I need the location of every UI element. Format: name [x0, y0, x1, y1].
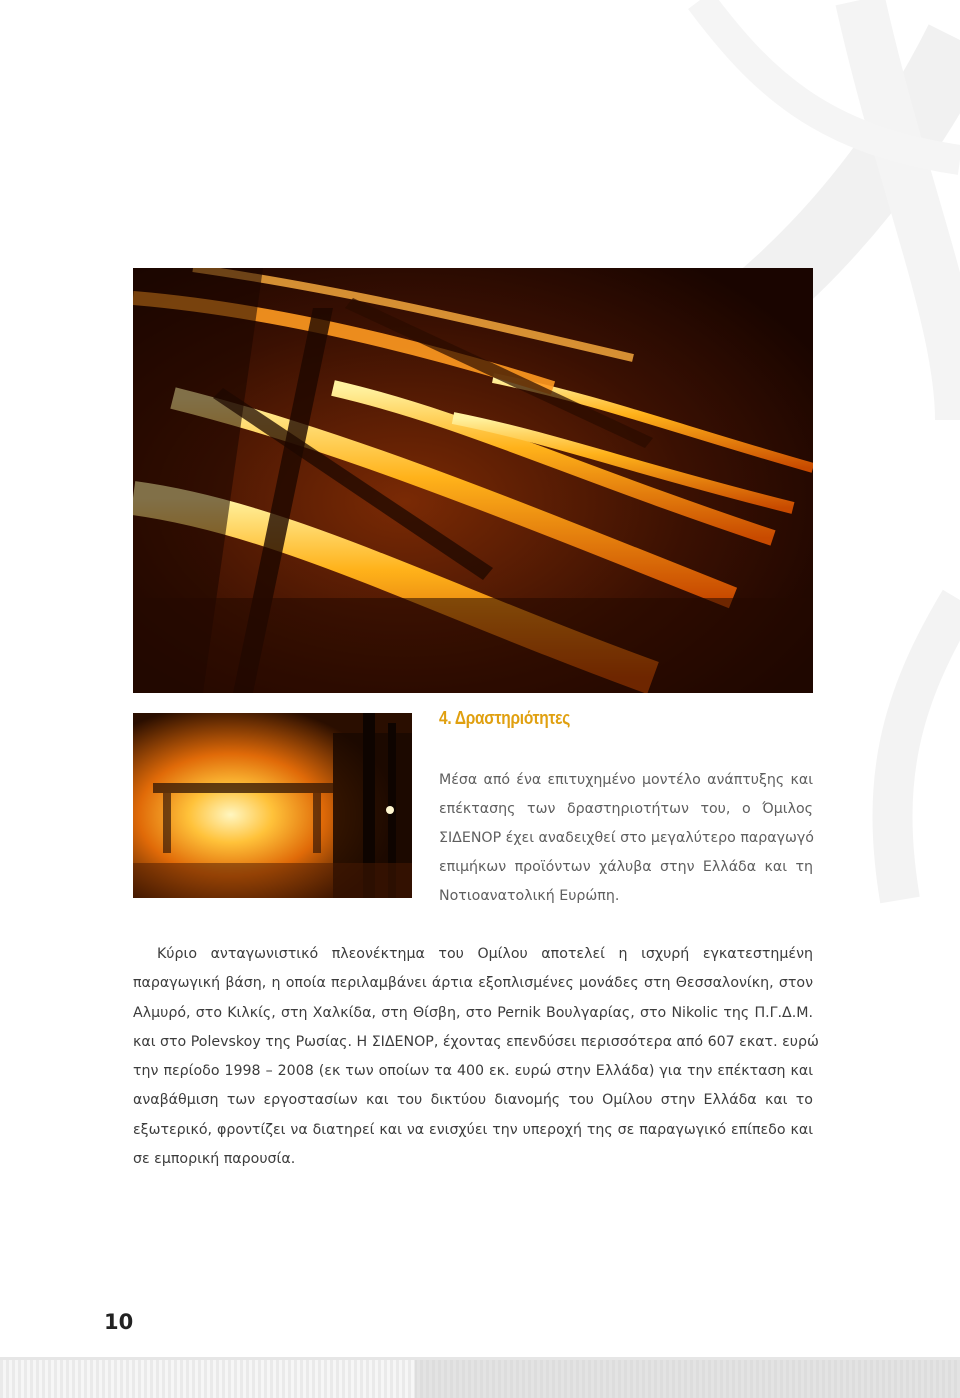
page-number: 10	[104, 1310, 134, 1334]
body-line: εξωτερικό, φροντίζει να διατηρεί και να ενισχύει την υπεροχή της σε παραγωγικό επίπεδο και	[133, 1121, 813, 1138]
intro-line: επιμήκων προϊόντων χάλυβα στην Ελλάδα και τη	[439, 859, 813, 875]
body-line: Αλμυρό, στο Κιλκίς, στη Χαλκίδα, στη Θίσβη, στο Pernik Βουλγαρίας, στο Nikolic της Π.Γ.Δ.Μ.	[133, 1004, 813, 1021]
section-title: 4. Δραστηριότητες	[439, 708, 571, 728]
body-line: αναβάθμιση των εργοστασίων και του δικτύου διανομής του Ομίλου στην Ελλάδα και το	[133, 1092, 813, 1109]
intro-line: Νοτιοανατολική Ευρώπη.	[439, 888, 620, 904]
body-line: παραγωγική βάση, η οποία περιλαμβάνει άρτια εξοπλισμένες μονάδες στη Θεσσαλονίκη, στον	[133, 975, 813, 992]
intro-line: επέκτασης των δραστηριοτήτων του, ο Όμιλος	[439, 801, 813, 817]
body-line: σε εμπορική παρουσία.	[133, 1151, 296, 1168]
hot-steel-billets-photo	[133, 268, 813, 693]
intro-line: Μέσα από ένα επιτυχημένο μοντέλο ανάπτυξης και	[439, 772, 813, 788]
intro-paragraph	[439, 766, 813, 911]
furnace-glow-photo	[133, 713, 412, 898]
body-paragraph	[133, 940, 819, 1174]
body-line: την περίοδο 1998 – 2008 (εκ των οποίων τα 400 εκ. ευρώ στην Ελλάδα) για την επέκταση και	[133, 1063, 813, 1080]
body-line: Κύριο ανταγωνιστικό πλεονέκτημα του Ομίλου αποτελεί η ισχυρή εγκατεστημένη	[157, 946, 813, 962]
bottom-decorative-band	[0, 1357, 960, 1398]
intro-line: ΣΙΔΕΝΟΡ έχει αναδειχθεί στο μεγαλύτερο παραγωγό	[439, 830, 814, 846]
body-line: και στο Polevskoy της Ρωσίας. Η ΣΙΔΕΝΟΡ, έχοντας επενδύσει περισσότερα από 607 εκατ. ευρώ	[133, 1033, 819, 1050]
